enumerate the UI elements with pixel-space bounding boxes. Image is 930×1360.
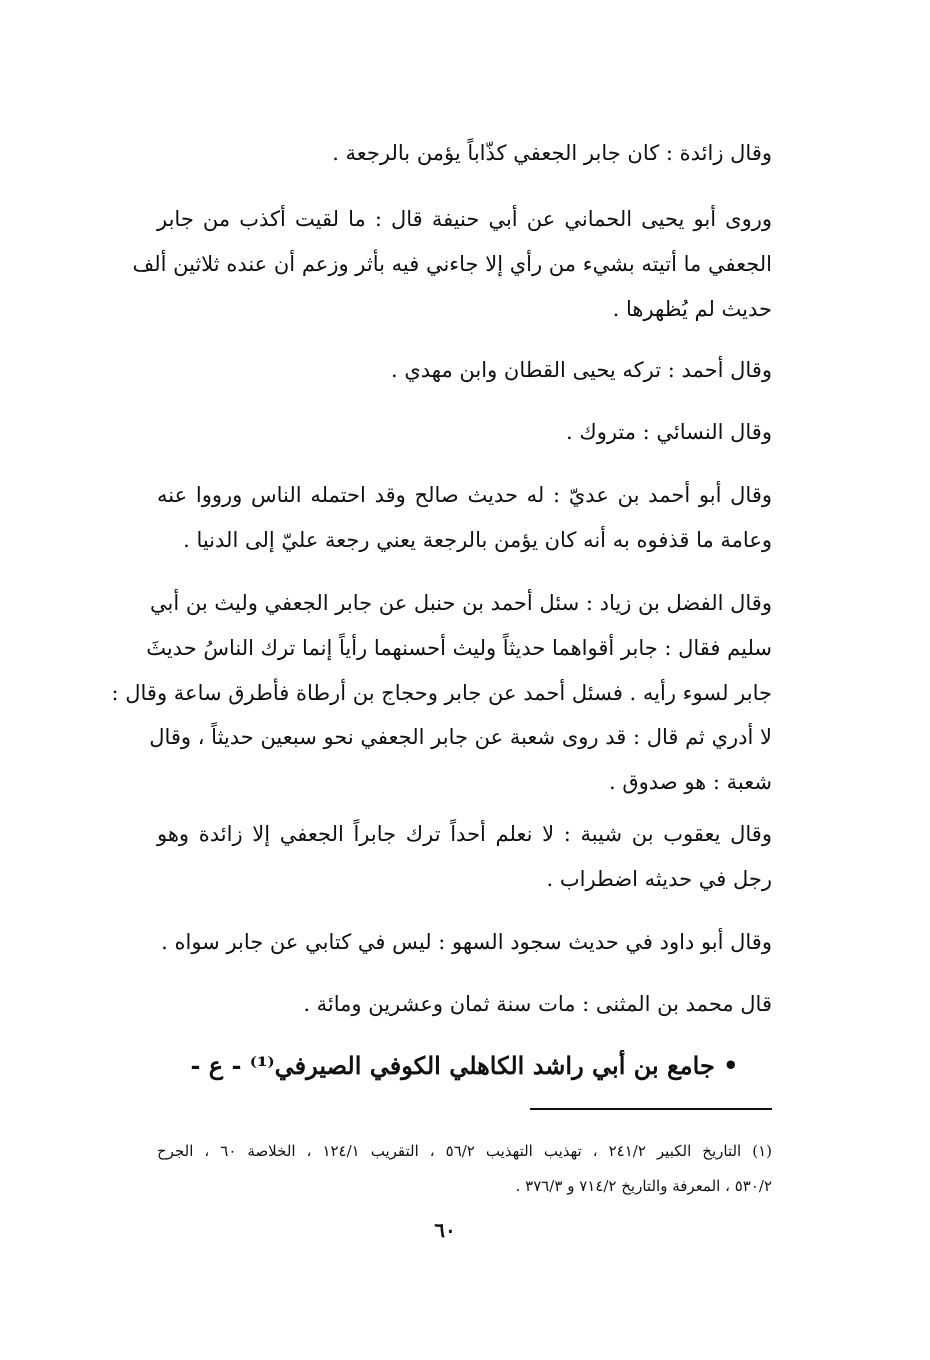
- footnote-line-1: (١) التاريخ الكبير ٢٤١/٢ ، تهذيب التهذيب ٥٦/٢ ، التقريب ١٢٤/١ ، الخلاصة ٦٠ ، الجرح: [157, 1142, 772, 1160]
- footnote-line-2: ٥٣٠/٢ ، المعرفة والتاريخ ٧١٤/٢ و ٣٧٦/٣ .: [515, 1177, 772, 1195]
- paragraph-abu-yahya-line-2: الجعفي ما أتيته بشيء من رأي إلا جاءني فيه بأثر وزعم أن عنده ثلاثين ألف: [132, 252, 772, 276]
- paragraph-fadl-line-1: وقال الفضل بن زياد : سئل أحمد بن حنبل عن جابر الجعفي وليث بن أبي: [150, 591, 772, 615]
- paragraph-abu-yahya-line-3: حديث لم يُظهرها .: [612, 297, 772, 321]
- paragraph-yaqub-line-1: وقال يعقوب بن شيبة : لا نعلم أحداً ترك جابراً الجعفي إلا زائدة وهو: [157, 822, 772, 846]
- paragraph-fadl-line-5: شعبة : هو صدوق .: [609, 770, 772, 794]
- paragraph-fadl-line-4: لا أدري ثم قال : قد روى شعبة عن جابر الجعفي نحو سبعين حديثاً ، وقال: [149, 725, 772, 749]
- paragraph-ibn-adi-line-1: وقال أبو أحمد بن عديّ : له حديث صالح وقد احتمله الناس ورووا عنه: [157, 483, 772, 507]
- paragraph-zaida-line-1: وقال زائدة : كان جابر الجعفي كذّاباً يؤمن بالرجعة .: [332, 141, 772, 165]
- paragraph-yaqub-line-2: رجل في حديثه اضطراب .: [546, 867, 772, 891]
- page-number: ٦٠: [434, 1218, 456, 1242]
- paragraph-fadl-line-3: جابر لسوء رأيه . فسئل أحمد عن جابر وحجاج بن أرطاة فأطرق ساعة وقال :: [111, 681, 772, 705]
- paragraph-fadl-line-2: سليم فقال : جابر أقواهما حديثاً وليث أحسنهما رأياً إنما ترك الناسُ حديثَ: [146, 636, 772, 660]
- footnote-separator: [530, 1108, 772, 1110]
- entry-heading: • جامع بن أبي راشد الكاهلي الكوفي الصيرفي⁽¹⁾ - ع -: [190, 1051, 739, 1080]
- paragraph-ahmad-line-1: وقال أحمد : تركه يحيى القطان وابن مهدي .: [391, 358, 772, 382]
- paragraph-abu-yahya-line-1: وروى أبو يحيى الحماني عن أبي حنيفة قال : ما لقيت أكذب من جابر: [157, 207, 772, 231]
- paragraph-muthanna-line-1: قال محمد بن المثنى : مات سنة ثمان وعشرين ومائة .: [303, 992, 772, 1016]
- paragraph-ibn-adi-line-2: وعامة ما قذفوه به أنه كان يؤمن بالرجعة يعني رجعة عليّ إلى الدنيا .: [183, 528, 772, 552]
- paragraph-nasai-line-1: وقال النسائي : متروك .: [566, 420, 772, 444]
- paragraph-abu-dawud-line-1: وقال أبو داود في حديث سجود السهو : ليس في كتابي عن جابر سواه .: [161, 930, 772, 954]
